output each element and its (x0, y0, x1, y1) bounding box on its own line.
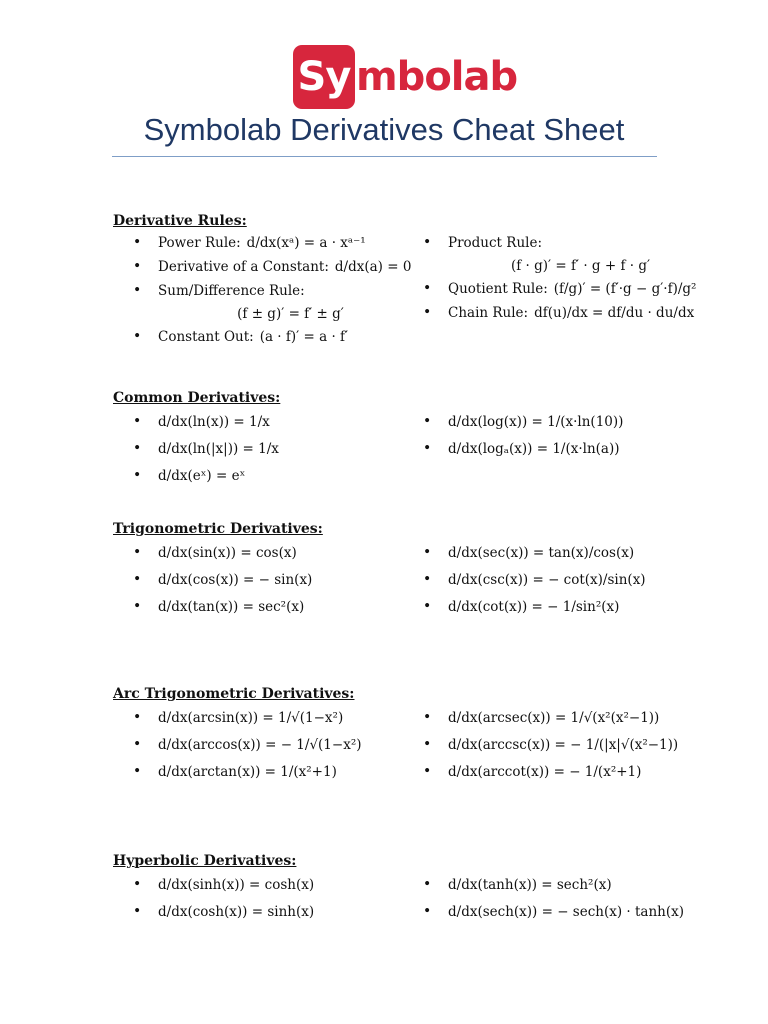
list-item (113, 731, 403, 758)
formula: • d/dx(arccot(x)) = − 1/(x²+1) (448, 763, 642, 780)
formula: • d/dx(eˣ) = eˣ (158, 467, 246, 484)
formula: • d/dx(arccos(x)) = − 1/√(1−x²) (158, 736, 362, 753)
rule-label: • Quotient Rule: (448, 281, 548, 297)
formula: • d/dx(log(x)) = 1/(x·ln(10)) (448, 413, 624, 430)
formula: • d/dx(ln(|x|)) = 1/x (158, 440, 279, 457)
list-item (113, 758, 403, 785)
section-heading: Derivative Rules: (113, 213, 247, 229)
rules-left-column (113, 231, 412, 349)
formula: • d/dx(arcsin(x)) = 1/√(1−x²) (158, 709, 344, 726)
formula: • d/dx(logₐ(x)) = 1/(x·ln(a)) (448, 440, 620, 457)
list-item (403, 704, 693, 731)
list-item (403, 898, 693, 925)
common-left-column (113, 408, 403, 489)
list-item (113, 871, 403, 898)
logo-mark: Sy (293, 45, 355, 109)
list-item (113, 539, 403, 566)
trig-left-column (113, 539, 403, 620)
symbolab-logo (293, 45, 517, 109)
arctrig-left-column (113, 704, 403, 785)
list-item (403, 871, 693, 898)
rule-label: • Derivative of a Constant: (158, 259, 329, 275)
trig-right-column (403, 539, 693, 620)
hyper-right-column (403, 871, 693, 925)
list-item (113, 704, 403, 731)
rule-label: • Power Rule: (158, 235, 241, 251)
rule-formula-line: (f · g)′ = f′ · g + f · g′ (510, 258, 651, 274)
list-item (403, 731, 693, 758)
section-common-derivatives (113, 390, 693, 489)
title-divider (112, 156, 657, 157)
rule-formula: df(u)/dx = df/du · du/dx (534, 305, 695, 321)
rule-formula: (a · f)′ = a · f′ (259, 329, 349, 345)
formula: • d/dx(arccsc(x)) = − 1/(|x|√(x²−1)) (448, 736, 679, 753)
list-item (403, 231, 693, 255)
list-item (113, 593, 403, 620)
common-right-column (403, 408, 693, 489)
rule-label: • Chain Rule: (448, 305, 529, 321)
list-item (403, 408, 693, 435)
list-item (403, 277, 697, 301)
hyper-left-column (113, 871, 403, 925)
list-item (403, 566, 693, 593)
rules-right-column (403, 231, 697, 349)
formula: • d/dx(sinh(x)) = cosh(x) (158, 876, 315, 893)
rule-label: • Constant Out: (158, 329, 254, 345)
formula: • d/dx(sech(x)) = − sech(x) · tanh(x) (448, 903, 684, 920)
list-item (113, 279, 403, 303)
rule-label: • Sum/Difference Rule: (158, 283, 305, 299)
formula: • d/dx(arctan(x)) = 1/(x²+1) (158, 763, 337, 780)
formula: • d/dx(cosh(x)) = sinh(x) (158, 903, 315, 920)
rule-formula: (f/g)′ = (f′·g − g′·f)/g² (553, 281, 697, 297)
list-item (113, 408, 403, 435)
list-item (403, 435, 693, 462)
list-item (113, 325, 403, 349)
section-derivative-rules (113, 213, 697, 349)
logo-wordmark: mbolab (356, 54, 518, 100)
formula: • d/dx(tanh(x)) = sech²(x) (448, 876, 612, 893)
formula: • d/dx(sin(x)) = cos(x) (158, 544, 297, 561)
section-heading: Hyperbolic Derivatives: (113, 853, 297, 869)
section-hyperbolic-derivatives (113, 853, 693, 925)
list-item (403, 758, 693, 785)
list-item (403, 593, 693, 620)
list-item (113, 231, 403, 255)
formula: • d/dx(sec(x)) = tan(x)/cos(x) (448, 544, 635, 561)
list-item (113, 255, 412, 279)
list-item (113, 435, 403, 462)
list-item (113, 462, 403, 489)
rule-formula: d/dx(xᵃ) = a · xᵃ⁻¹ (246, 235, 366, 251)
page-title: Symbolab Derivatives Cheat Sheet (143, 112, 625, 147)
section-heading: Arc Trigonometric Derivatives: (113, 686, 355, 702)
rule-formula: d/dx(a) = 0 (334, 259, 412, 275)
section-trigonometric-derivatives (113, 521, 693, 620)
formula: • d/dx(ln(x)) = 1/x (158, 413, 270, 430)
list-item (403, 539, 693, 566)
formula: • d/dx(csc(x)) = − cot(x)/sin(x) (448, 571, 646, 588)
formula: • d/dx(arcsec(x)) = 1/√(x²(x²−1)) (448, 709, 660, 726)
list-item (113, 566, 403, 593)
section-arc-trigonometric-derivatives (113, 686, 693, 785)
formula: • d/dx(cot(x)) = − 1/sin²(x) (448, 598, 620, 615)
list-item (113, 898, 403, 925)
section-heading: Common Derivatives: (113, 390, 281, 406)
list-item (403, 301, 693, 325)
formula: • d/dx(tan(x)) = sec²(x) (158, 598, 305, 615)
arctrig-right-column (403, 704, 693, 785)
formula: • d/dx(cos(x)) = − sin(x) (158, 571, 313, 588)
section-heading: Trigonometric Derivatives: (113, 521, 323, 537)
rule-label: • Product Rule: (448, 235, 542, 251)
rule-formula-line: (f ± g)′ = f′ ± g′ (237, 306, 344, 322)
